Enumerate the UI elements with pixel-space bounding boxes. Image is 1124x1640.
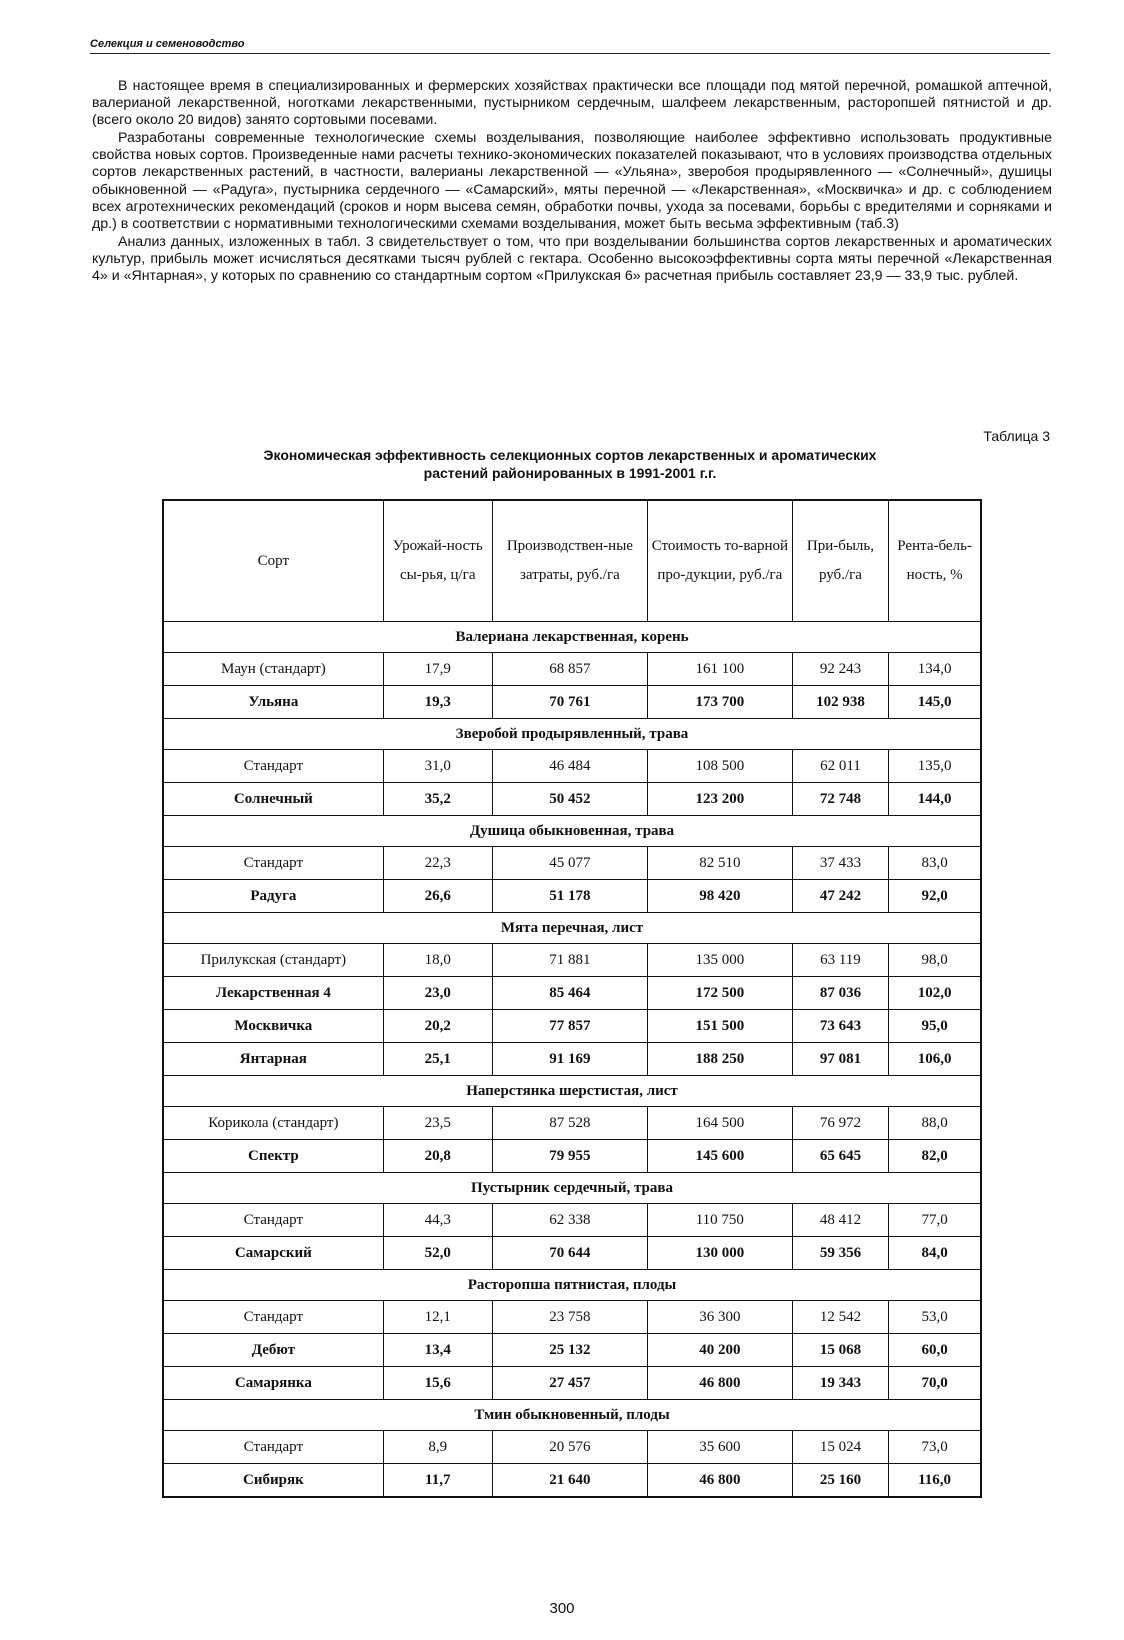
value-cell: 52,0 — [383, 1237, 492, 1270]
variety-cell: Стандарт — [163, 1204, 383, 1237]
value-cell: 145,0 — [889, 686, 981, 719]
value-cell: 63 119 — [792, 944, 888, 977]
value-cell: 135,0 — [889, 750, 981, 783]
table-row — [163, 1043, 981, 1076]
value-cell: 23,0 — [383, 977, 492, 1010]
paragraph: Анализ данных, изложенных в табл. 3 свидетельствует о том, что при возделывании большинства сортов лекарственных и ароматических культур, прибыль может исчисляться десятками тысяч рублей с гектара. Особенно высокоэффективны сорта мяты перечной «Лекарственная 4» и «Янтарная», у которых по сравнению со стандартным сортом «Прилукская 6» расчетная прибыль составляет 23,9 — 33,9 тыс. рублей. — [92, 233, 1052, 285]
table-title-line: растений районированных в 1991-2001 г.г. — [423, 465, 717, 481]
section-title: Пустырник сердечный, трава — [163, 1173, 981, 1204]
value-cell: 46 800 — [647, 1464, 792, 1498]
value-cell: 12 542 — [792, 1301, 888, 1334]
variety-cell: Спектр — [163, 1140, 383, 1173]
value-cell: 77 857 — [492, 1010, 647, 1043]
section-row — [163, 816, 981, 847]
table-row — [163, 653, 981, 686]
efficiency-table — [162, 499, 982, 1498]
column-header: Сорт — [163, 500, 383, 622]
body-text — [92, 78, 1052, 286]
variety-cell: Самарянка — [163, 1367, 383, 1400]
variety-cell: Стандарт — [163, 1431, 383, 1464]
value-cell: 46 484 — [492, 750, 647, 783]
table-row — [163, 1010, 981, 1043]
value-cell: 116,0 — [889, 1464, 981, 1498]
table-row — [163, 977, 981, 1010]
value-cell: 144,0 — [889, 783, 981, 816]
value-cell: 23,5 — [383, 1107, 492, 1140]
value-cell: 15,6 — [383, 1367, 492, 1400]
variety-cell: Самарский — [163, 1237, 383, 1270]
value-cell: 27 457 — [492, 1367, 647, 1400]
value-cell: 92 243 — [792, 653, 888, 686]
value-cell: 47 242 — [792, 880, 888, 913]
table-title-line: Экономическая эффективность селекционных сортов лекарственных и ароматических — [263, 447, 877, 463]
value-cell: 68 857 — [492, 653, 647, 686]
section-row — [163, 913, 981, 944]
column-header: Рента-бель-ность, % — [889, 500, 981, 622]
value-cell: 88,0 — [889, 1107, 981, 1140]
value-cell: 60,0 — [889, 1334, 981, 1367]
value-cell: 84,0 — [889, 1237, 981, 1270]
table-row — [163, 1204, 981, 1237]
header-row — [163, 500, 981, 622]
section-title: Мята перечная, лист — [163, 913, 981, 944]
value-cell: 123 200 — [647, 783, 792, 816]
table-row — [163, 1431, 981, 1464]
variety-cell: Лекарственная 4 — [163, 977, 383, 1010]
table-row — [163, 1464, 981, 1498]
column-header: Урожай-ность сы-рья, ц/га — [383, 500, 492, 622]
table-body — [163, 500, 981, 1497]
value-cell: 48 412 — [792, 1204, 888, 1237]
table-row — [163, 1301, 981, 1334]
column-header: Стоимость то-варной про-дукции, руб./га — [647, 500, 792, 622]
value-cell: 22,3 — [383, 847, 492, 880]
value-cell: 8,9 — [383, 1431, 492, 1464]
column-header: Производствен-ные затраты, руб./га — [492, 500, 647, 622]
value-cell: 13,4 — [383, 1334, 492, 1367]
value-cell: 76 972 — [792, 1107, 888, 1140]
variety-cell: Стандарт — [163, 1301, 383, 1334]
value-cell: 91 169 — [492, 1043, 647, 1076]
variety-cell: Стандарт — [163, 750, 383, 783]
table-row — [163, 1367, 981, 1400]
value-cell: 20,8 — [383, 1140, 492, 1173]
variety-cell: Сибиряк — [163, 1464, 383, 1498]
variety-cell: Дебют — [163, 1334, 383, 1367]
variety-cell: Ульяна — [163, 686, 383, 719]
value-cell: 65 645 — [792, 1140, 888, 1173]
value-cell: 15 068 — [792, 1334, 888, 1367]
table-row — [163, 1237, 981, 1270]
section-title: Зверобой продырявленный, трава — [163, 719, 981, 750]
value-cell: 40 200 — [647, 1334, 792, 1367]
value-cell: 188 250 — [647, 1043, 792, 1076]
value-cell: 36 300 — [647, 1301, 792, 1334]
section-row — [163, 1076, 981, 1107]
table-row — [163, 1140, 981, 1173]
value-cell: 26,6 — [383, 880, 492, 913]
value-cell: 161 100 — [647, 653, 792, 686]
paragraph: Разработаны современные технологические схемы возделывания, позволяющие наиболее эффективно использовать продуктивные свойства новых сортов. Произведенные нами расчеты технико-экономических показателей показывают, что в условиях производства отдельных сортов лекарственных растений, в частности, валерианы лекарственной — «Ульяна», зверобоя продырявленного — «Солнечный», душицы обыкновенной — «Радуга», пустырника сердечного — «Самарский», мяты перечной — «Лекарственная», «Москвичка» и др. с соблюдением всех агротехнических рекомендаций (сроков и норм высева семян, обработки почвы, ухода за посевами, борьбы с вредителями и сорняками и др.) в соответствии с нормативными технологическими схемами возделывания, может быть весьма эффективным (таб.3) — [92, 130, 1052, 232]
table-row — [163, 1107, 981, 1140]
value-cell: 151 500 — [647, 1010, 792, 1043]
table-row — [163, 783, 981, 816]
value-cell: 31,0 — [383, 750, 492, 783]
value-cell: 71 881 — [492, 944, 647, 977]
value-cell: 44,3 — [383, 1204, 492, 1237]
value-cell: 25,1 — [383, 1043, 492, 1076]
value-cell: 130 000 — [647, 1237, 792, 1270]
value-cell: 37 433 — [792, 847, 888, 880]
value-cell: 17,9 — [383, 653, 492, 686]
value-cell: 85 464 — [492, 977, 647, 1010]
value-cell: 108 500 — [647, 750, 792, 783]
variety-cell: Солнечный — [163, 783, 383, 816]
value-cell: 12,1 — [383, 1301, 492, 1334]
value-cell: 87 036 — [792, 977, 888, 1010]
value-cell: 79 955 — [492, 1140, 647, 1173]
paragraph: В настоящее время в специализированных и фермерских хозяйствах практически все площади под мятой перечной, ромашкой аптечной, валерианой лекарственной, ноготками лекарственными, пустырником сердечным, шалфеем лекарственным, расторопшей пятнистой и др. (всего около 20 видов) занято сортовыми посевами. — [92, 78, 1052, 129]
value-cell: 102,0 — [889, 977, 981, 1010]
value-cell: 23 758 — [492, 1301, 647, 1334]
value-cell: 73,0 — [889, 1431, 981, 1464]
value-cell: 19,3 — [383, 686, 492, 719]
value-cell: 83,0 — [889, 847, 981, 880]
value-cell: 45 077 — [492, 847, 647, 880]
table-row — [163, 944, 981, 977]
value-cell: 106,0 — [889, 1043, 981, 1076]
value-cell: 164 500 — [647, 1107, 792, 1140]
value-cell: 173 700 — [647, 686, 792, 719]
section-row — [163, 622, 981, 653]
variety-cell: Стандарт — [163, 847, 383, 880]
value-cell: 135 000 — [647, 944, 792, 977]
table-row — [163, 1334, 981, 1367]
column-header: При-быль, руб./га — [792, 500, 888, 622]
variety-cell: Прилукская (стандарт) — [163, 944, 383, 977]
variety-cell: Маун (стандарт) — [163, 653, 383, 686]
value-cell: 110 750 — [647, 1204, 792, 1237]
value-cell: 51 178 — [492, 880, 647, 913]
value-cell: 70,0 — [889, 1367, 981, 1400]
value-cell: 77,0 — [889, 1204, 981, 1237]
section-row — [163, 1400, 981, 1431]
variety-cell: Янтарная — [163, 1043, 383, 1076]
value-cell: 98,0 — [889, 944, 981, 977]
value-cell: 102 938 — [792, 686, 888, 719]
page-number: 300 — [549, 1600, 575, 1617]
value-cell: 35,2 — [383, 783, 492, 816]
section-title: Валериана лекарственная, корень — [163, 622, 981, 653]
running-head: Селекция и семеноводство — [90, 38, 1050, 54]
table-row — [163, 880, 981, 913]
value-cell: 18,0 — [383, 944, 492, 977]
section-row — [163, 1270, 981, 1301]
value-cell: 19 343 — [792, 1367, 888, 1400]
value-cell: 134,0 — [889, 653, 981, 686]
value-cell: 21 640 — [492, 1464, 647, 1498]
table-row — [163, 847, 981, 880]
variety-cell: Москвичка — [163, 1010, 383, 1043]
section-title: Расторопша пятнистая, плоды — [163, 1270, 981, 1301]
value-cell: 82,0 — [889, 1140, 981, 1173]
value-cell: 46 800 — [647, 1367, 792, 1400]
table-row — [163, 750, 981, 783]
value-cell: 73 643 — [792, 1010, 888, 1043]
variety-cell: Корикола (стандарт) — [163, 1107, 383, 1140]
section-row — [163, 719, 981, 750]
value-cell: 70 644 — [492, 1237, 647, 1270]
variety-cell: Радуга — [163, 880, 383, 913]
value-cell: 25 160 — [792, 1464, 888, 1498]
value-cell: 95,0 — [889, 1010, 981, 1043]
value-cell: 92,0 — [889, 880, 981, 913]
value-cell: 97 081 — [792, 1043, 888, 1076]
value-cell: 59 356 — [792, 1237, 888, 1270]
table-label: Таблица 3 — [983, 428, 1050, 444]
value-cell: 172 500 — [647, 977, 792, 1010]
value-cell: 82 510 — [647, 847, 792, 880]
table-title — [160, 446, 980, 482]
table-row — [163, 686, 981, 719]
section-title: Тмин обыкновенный, плоды — [163, 1400, 981, 1431]
value-cell: 87 528 — [492, 1107, 647, 1140]
value-cell: 20 576 — [492, 1431, 647, 1464]
section-title: Наперстянка шерстистая, лист — [163, 1076, 981, 1107]
value-cell: 62 338 — [492, 1204, 647, 1237]
value-cell: 20,2 — [383, 1010, 492, 1043]
section-row — [163, 1173, 981, 1204]
value-cell: 35 600 — [647, 1431, 792, 1464]
value-cell: 98 420 — [647, 880, 792, 913]
value-cell: 11,7 — [383, 1464, 492, 1498]
section-title: Душица обыкновенная, трава — [163, 816, 981, 847]
value-cell: 72 748 — [792, 783, 888, 816]
value-cell: 50 452 — [492, 783, 647, 816]
value-cell: 70 761 — [492, 686, 647, 719]
value-cell: 53,0 — [889, 1301, 981, 1334]
value-cell: 15 024 — [792, 1431, 888, 1464]
value-cell: 145 600 — [647, 1140, 792, 1173]
value-cell: 25 132 — [492, 1334, 647, 1367]
value-cell: 62 011 — [792, 750, 888, 783]
